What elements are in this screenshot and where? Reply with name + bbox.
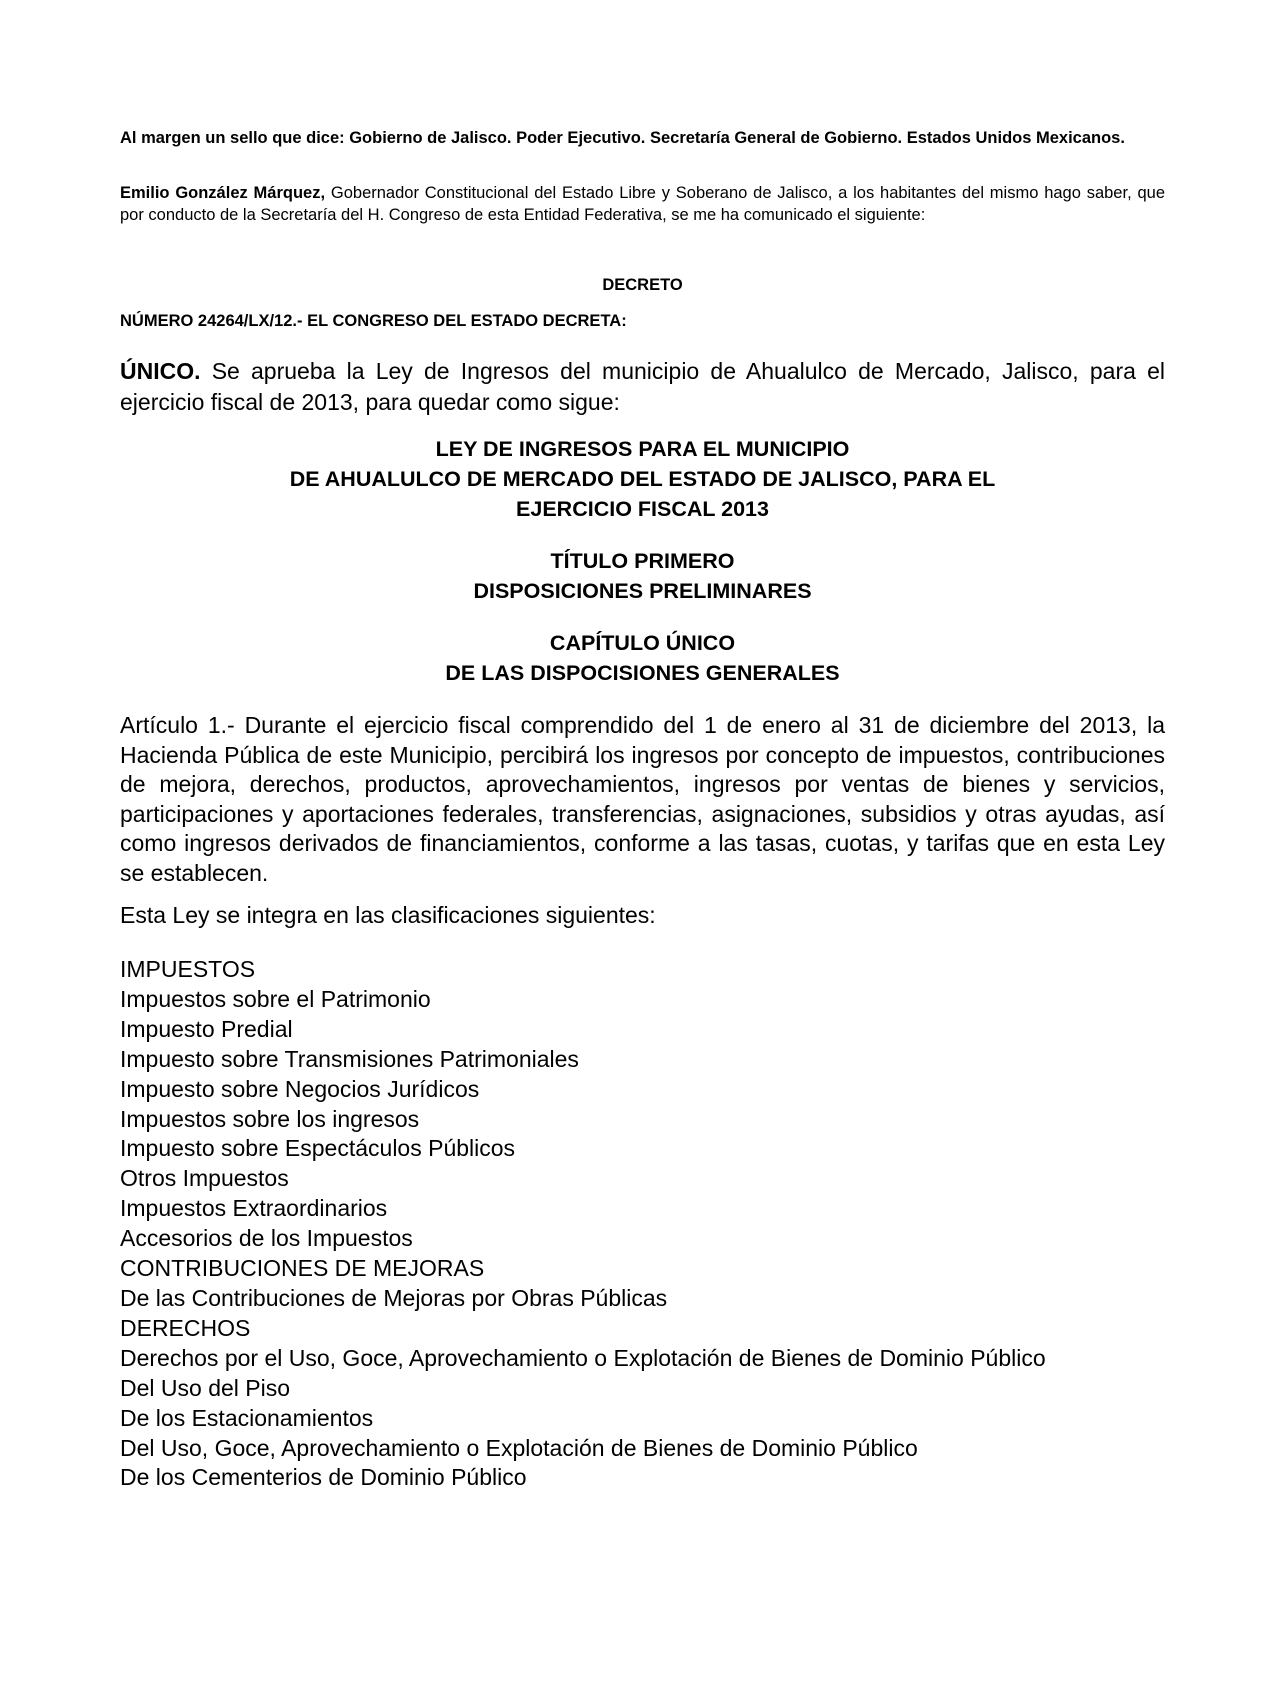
list-item: IMPUESTOS [120, 956, 256, 982]
governor-paragraph [120, 182, 1165, 226]
law-title-line: EJERCICIO FISCAL 2013 [516, 497, 769, 521]
list-item: De los Estacionamientos [120, 1404, 374, 1431]
list-item: Accesorios de los Impuestos [120, 1225, 413, 1252]
list-item: Otros Impuestos [120, 1165, 289, 1192]
law-title-line: DE AHUALULCO DE MERCADO DEL ESTADO DE JALISCO, PARA EL [289, 467, 996, 491]
unico-lead: ÚNICO. [120, 358, 201, 384]
list-item: Impuestos sobre los ingresos [120, 1105, 420, 1132]
list-item: De los Cementerios de Dominio Público [120, 1464, 527, 1491]
list-item: Del Uso, Goce, Aprovechamiento o Explotación de Bienes de Dominio Público [120, 1434, 918, 1461]
list-item: DERECHOS [120, 1314, 251, 1341]
list-item: De las Contribuciones de Mejoras por Obras Públicas [120, 1284, 668, 1311]
governor-name: Emilio González Márquez, [120, 184, 326, 202]
title-first-line: TÍTULO PRIMERO [550, 549, 735, 573]
list-item: Impuesto sobre Espectáculos Públicos [120, 1135, 516, 1162]
list-item: Impuestos Extraordinarios [120, 1195, 388, 1222]
chapter-heading [120, 628, 1165, 688]
list-item: Derechos por el Uso, Goce, Aprovechamiento o Explotación de Bienes de Dominio Público [120, 1344, 1046, 1371]
stamp-note: Al margen un sello que dice: Gobierno de Jalisco. Poder Ejecutivo. Secretaría General de Gobierno. Estados Unidos Mexicanos. [120, 129, 1125, 147]
unico-text: Se aprueba la Ley de Ingresos del municipio de Ahualulco de Mercado, Jalisco, para el ejercicio fiscal de 2013, para quedar como sigue: [120, 358, 1165, 415]
article-1: Artículo 1.- Durante el ejercicio fiscal comprendido del 1 de enero al 31 de diciembre del 2013, la Hacienda Pública de este Municipio, percibirá los ingresos por concepto de impuestos, contribuciones de mejora, derechos, productos, aprovechamientos, ingresos por ventas de bienes y servicios, participaciones y aportaciones federales, transferencias, asignaciones, subsidios y otras ayudas, así como ingresos derivados de financiamientos, conforme a las tasas, cuotas, y tarifas que en esta Ley se establecen. [120, 712, 1165, 886]
governor-text: Gobernador Constitucional del Estado Libre y Soberano de Jalisco, a los habitantes del mismo hago saber, que por conducto de la Secretaría del H. Congreso de esta Entidad Federativa, se me ha comunicado el siguiente: [120, 184, 1165, 224]
chapter-line: DE LAS DISPOCISIONES GENERALES [445, 661, 840, 685]
title-first [120, 546, 1165, 606]
decree-label: DECRETO [602, 276, 683, 294]
title-first-line: DISPOSICIONES PRELIMINARES [473, 579, 812, 603]
list-item: CONTRIBUCIONES DE MEJORAS [120, 1255, 485, 1282]
list-item: Impuesto Predial [120, 1015, 293, 1042]
law-title [120, 434, 1165, 524]
classifications-intro: Esta Ley se integra en las clasificaciones siguientes: [120, 902, 656, 928]
chapter-line: CAPÍTULO ÚNICO [549, 631, 736, 655]
list-item: Del Uso del Piso [120, 1374, 291, 1401]
classifications-list [120, 955, 1165, 1493]
unico-paragraph [120, 356, 1165, 418]
list-item: Impuesto sobre Negocios Jurídicos [120, 1075, 480, 1102]
list-item: Impuesto sobre Transmisiones Patrimoniales [120, 1045, 579, 1072]
law-title-line: LEY DE INGRESOS PARA EL MUNICIPIO [435, 437, 850, 461]
decree-number: NÚMERO 24264/LX/12.- EL CONGRESO DEL ESTADO DECRETA: [120, 312, 627, 330]
list-item: Impuestos sobre el Patrimonio [120, 985, 431, 1012]
